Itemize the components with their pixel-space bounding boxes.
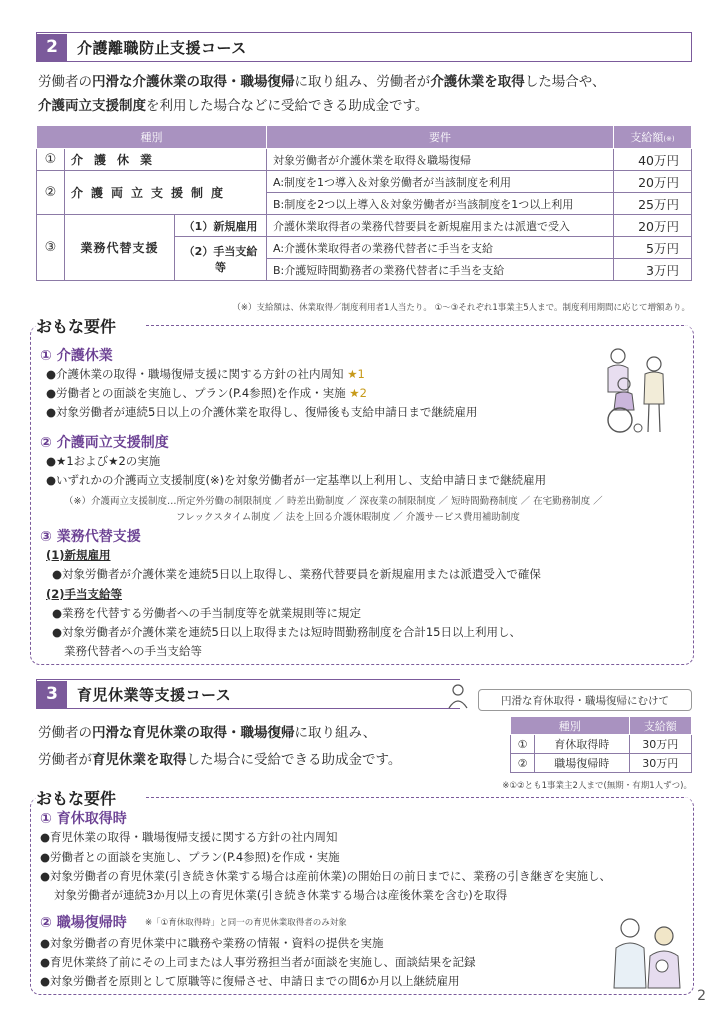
caregiver-illustration-icon <box>598 344 678 436</box>
req2-title: ② 介護両立支援制度 <box>40 435 169 451</box>
req2-note: （※）介護両立支援制度…所定外労働の制限制度 ／ 時差出勤制度 ／ 深夜業の制限制度 ／ 短時間勤務制度 ／ 在宅勤務制度 ／ <box>64 496 603 507</box>
table-row: ② 介護両立支援制度 A:制度を1つ導入＆対象労働者が当該制度を利用 20万円 <box>37 171 692 193</box>
person-icon <box>446 682 470 710</box>
req3-sub1-heading: (1)新規雇用 <box>46 548 111 562</box>
section3-title: 育児休業等支援コース <box>77 685 232 704</box>
list-item: 業務代替者への手当支給等 <box>64 644 202 658</box>
section2-intro: 労働者の円滑な介護休業の取得・職場復帰に取り組み、労働者が介護休業を取得した場合や、 介護両立支援制度を利用した場合などに受給できる助成金です。 <box>38 74 606 114</box>
section2-requirements-label: おもな要件 <box>36 314 124 337</box>
req3-sub2-heading: (2)手当支給等 <box>46 587 123 601</box>
list-item: ●対象労働者を原則として原職等に復帰させ、申請日までの間6か月以上継続雇用 <box>40 974 460 988</box>
page-number: 2 <box>697 988 706 1004</box>
list-item: ●業務を代替する労働者への手当制度等を就業規則等に規定 <box>52 606 362 620</box>
header-amount: 支給額(※) <box>614 126 692 149</box>
header-requirement: 要件 <box>267 126 614 149</box>
section3-table-footnote: ※①②とも1事業主2人まで(無期・有期1人ずつ)。 <box>502 781 692 791</box>
table-row: ② 職場復帰時 30万円 <box>511 754 692 773</box>
s3-req1-title: ① 育休取得時 <box>40 811 127 827</box>
section3-header <box>36 679 460 709</box>
divider <box>146 325 684 326</box>
section2-header <box>36 32 692 62</box>
list-item: ●対象労働者の育児休業(引き続き休業する場合は産前休業)の開始日の前日までに、業務の引き継ぎを実施し、 <box>40 869 612 883</box>
s3-req2-note: ※「①育休取得時」と同一の育児休業取得者のみ対象 <box>145 918 347 928</box>
list-item: ●介護休業の取得・職場復帰支援に関する方針の社内周知 ★1 <box>46 367 365 381</box>
section3-tag: 円滑な育休取得・職場復帰にむけて <box>478 689 692 711</box>
parent-child-illustration-icon <box>608 912 688 990</box>
list-item: ●労働者との面談を実施し、プラン(P.4参照)を作成・実施 ★2 <box>46 386 367 400</box>
section3-table <box>510 716 692 773</box>
list-item: ●対象労働者が介護休業を連続5日以上取得または短時間勤務制度を合計15日以上利用し、 <box>52 625 521 639</box>
list-item: ●労働者との面談を実施し、プラン(P.4参照)を作成・実施 <box>40 850 340 864</box>
list-item: ●いずれかの介護両立支援制度(※)を対象労働者が一定基準以上利用し、支給申請日まで継続雇用 <box>46 473 547 487</box>
divider <box>146 797 684 798</box>
list-item: ●★1および★2の実施 <box>46 454 161 468</box>
table-row: ① 育休取得時 30万円 <box>511 735 692 754</box>
table-row: ③ 業務代替支援 （1）新規雇用 介護休業取得者の業務代替要員を新規雇用または派遣で受入 20万円 <box>37 215 692 237</box>
table-row: B:制度を2つ以上導入＆対象労働者が当該制度を1つ以上利用 25万円 <box>37 193 692 215</box>
list-item: 対象労働者が連続3か月以上の育児休業(引き続き休業する場合は産後休業を含む)を取得 <box>54 888 508 902</box>
req1-title: ① 介護休業 <box>40 348 113 364</box>
header-kind: 種別 <box>511 717 630 735</box>
table-row: B:介護短時間勤務者の業務代替者に手当を支給 3万円 <box>37 259 692 281</box>
req2-note: フレックスタイム制度 ／ 法を上回る介護休暇制度 ／ 介護サービス費用補助制度 <box>176 512 520 523</box>
s3-req2-title: ② 職場復帰時 <box>40 915 127 931</box>
list-item: ●対象労働者が介護休業を連続5日以上取得し、業務代替要員を新規雇用または派遣受入で確保 <box>52 567 541 581</box>
section3-requirements-label: おもな要件 <box>36 786 124 809</box>
list-item: ●育児休業終了前にその上司または人事労務担当者が面談を実施し、面談結果を記録 <box>40 955 476 969</box>
table-row: ① 介護休業 対象労働者が介護休業を取得＆職場復帰 40万円 <box>37 149 692 171</box>
section3-intro: 労働者の円滑な育児休業の取得・職場復帰に取り組み、 労働者が育児休業を取得した場合に受給できる助成金です。 <box>38 725 402 768</box>
section2-title: 介護離職防止支援コース <box>77 38 247 57</box>
section2-table <box>36 125 692 281</box>
section2-table-footnote: （※）支給額は、休業取得／制度利用者1人当たり。 ①〜③それぞれ1事業主5人まで。制度利用期間に応じて増額あり。 <box>232 303 690 313</box>
section2-number: 2 <box>37 34 67 61</box>
table-row: （2）手当支給等 A:介護休業取得者の業務代替者に手当を支給 5万円 <box>37 237 692 259</box>
section3-number: 3 <box>37 681 67 708</box>
req3-title: ③ 業務代替支援 <box>40 529 141 545</box>
list-item: ●対象労働者が連続5日以上の介護休業を取得し、復帰後も支給申請日まで継続雇用 <box>46 405 478 419</box>
list-item: ●育児休業の取得・職場復帰支援に関する方針の社内周知 <box>40 830 338 844</box>
header-kind: 種別 <box>37 126 267 149</box>
list-item: ●対象労働者の育児休業中に職務や業務の情報・資料の提供を実施 <box>40 936 384 950</box>
header-amount: 支給額 <box>629 717 691 735</box>
